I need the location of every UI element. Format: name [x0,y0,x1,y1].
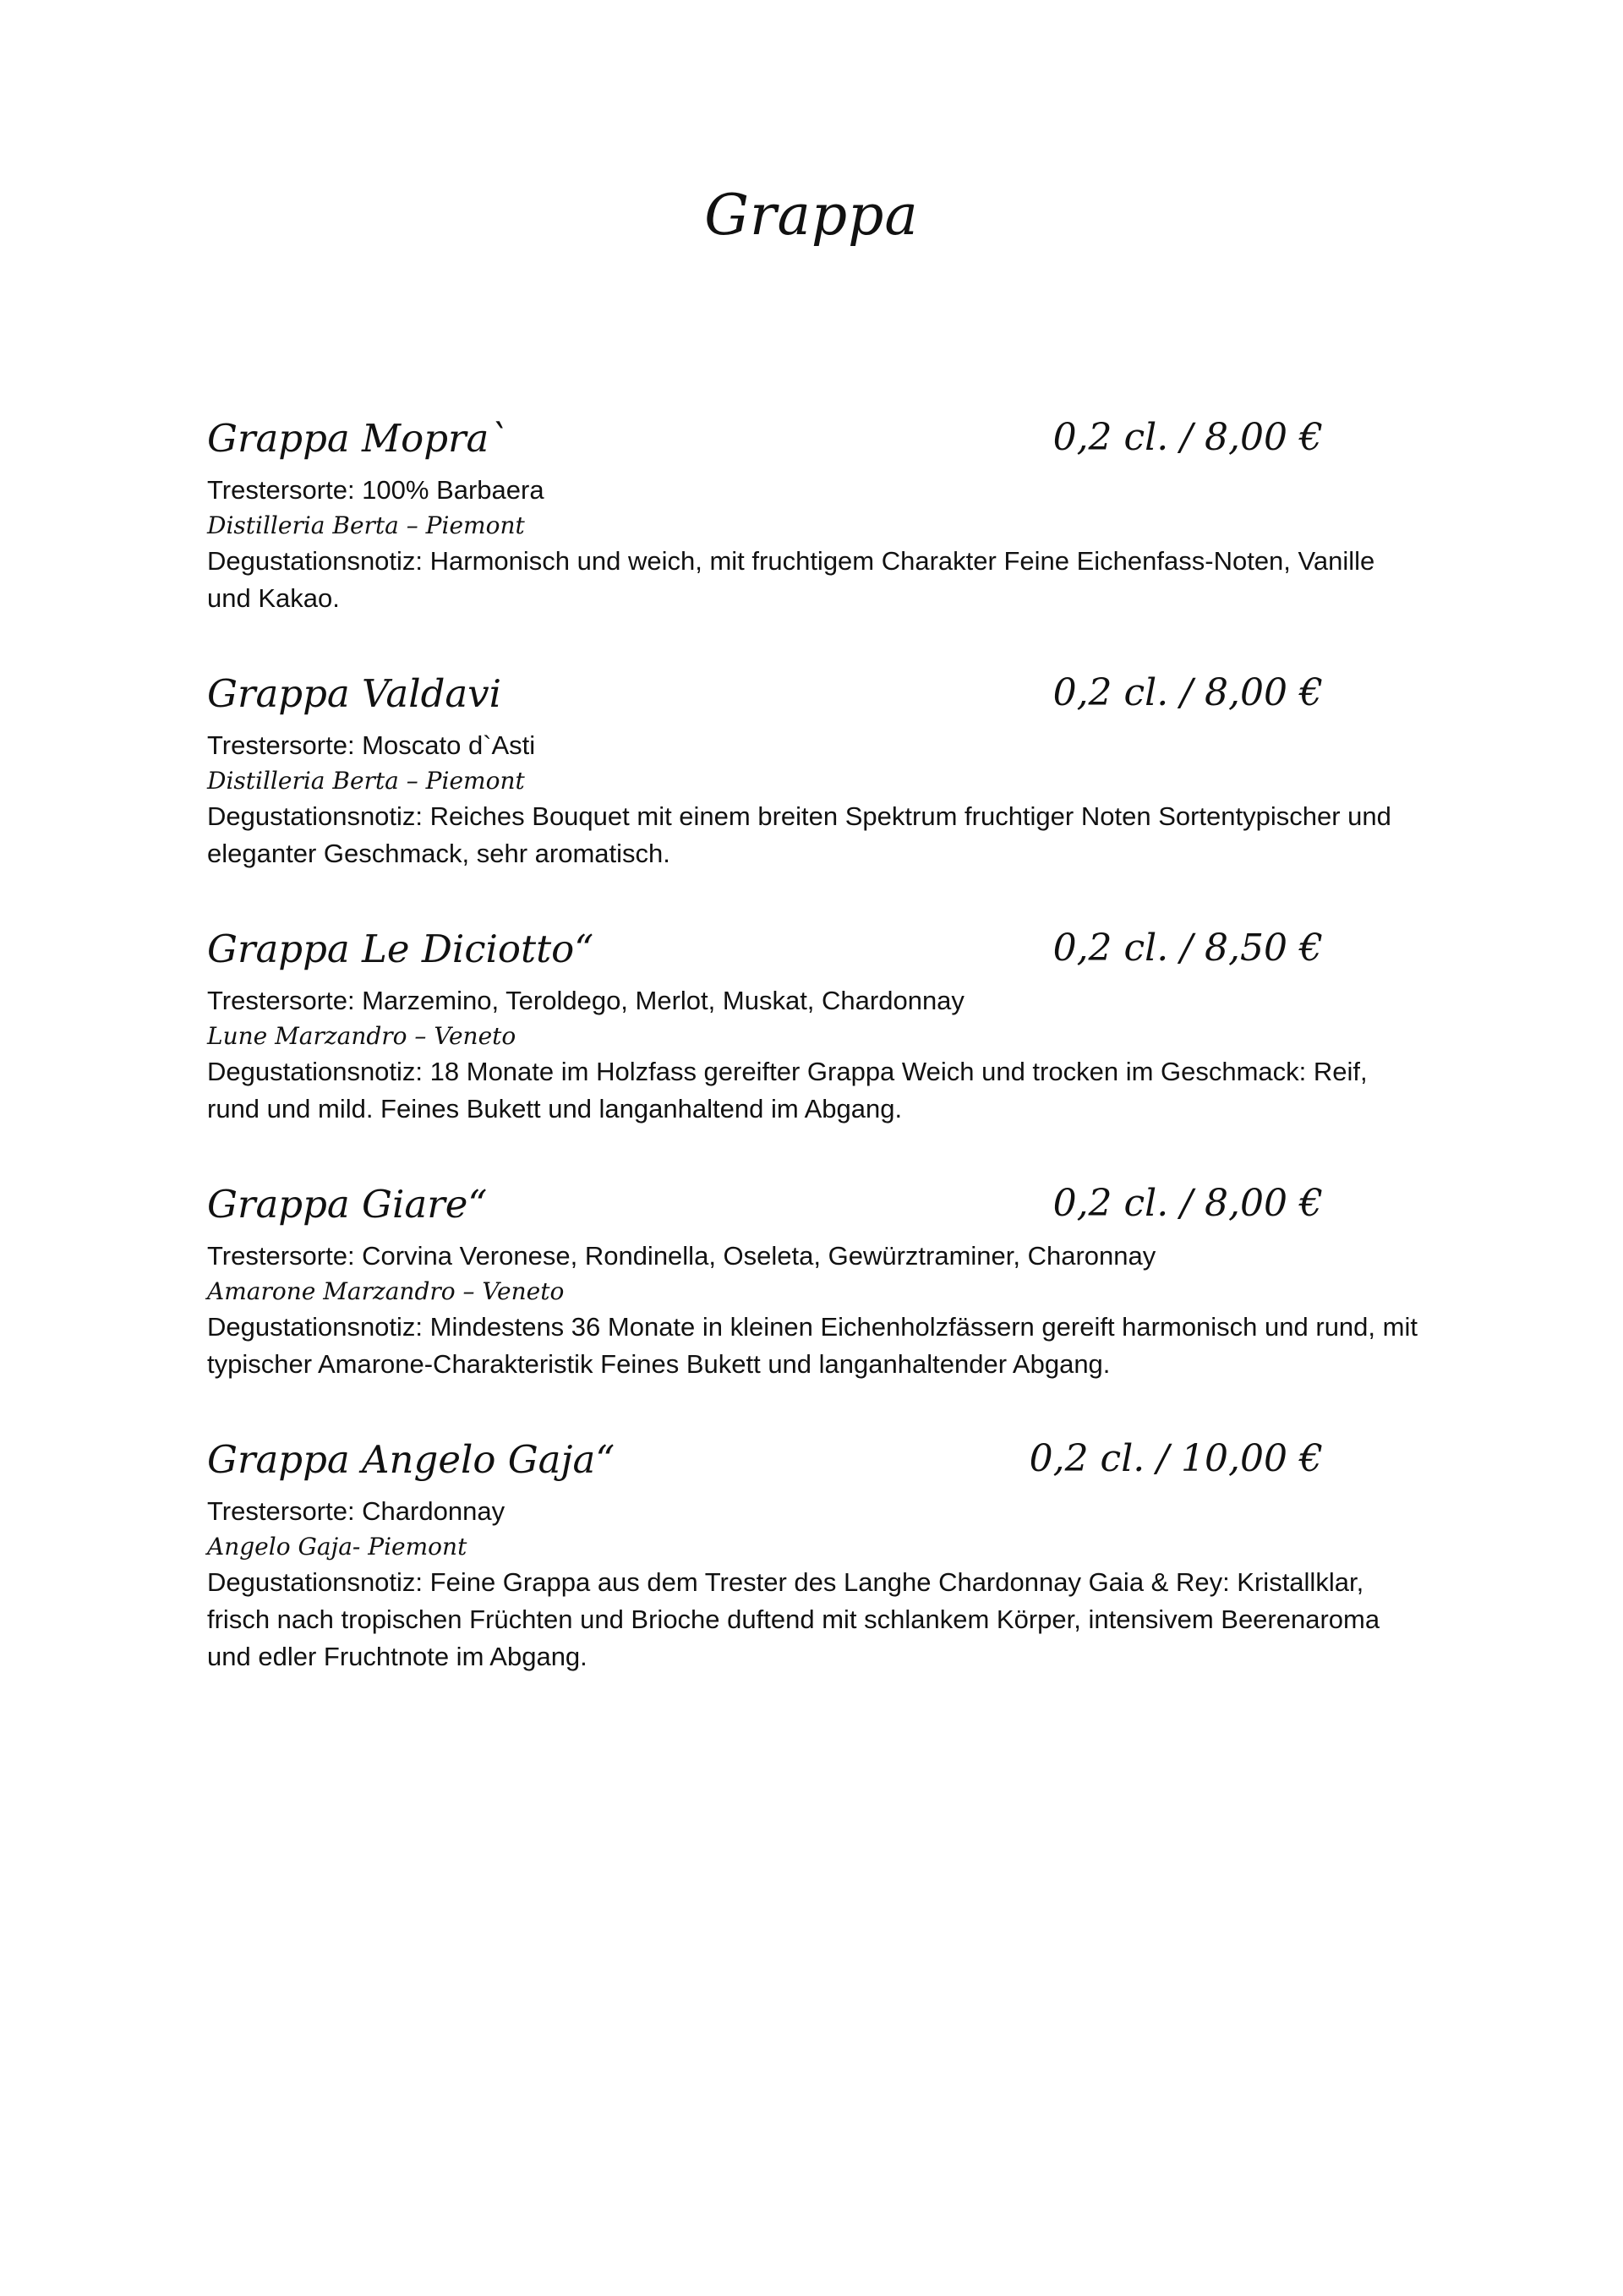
item-price: 0,2 cl. / 8,00 € [1052,416,1323,459]
menu-item-header [207,1434,1424,1493]
item-notes: Degustationsnotiz: Harmonisch und weich, mit fruchtigem Charakter Feine Eichenfass-Noten, Vanille und Kakao. [207,546,1375,613]
item-grape: Trestersorte: 100% Barbaera [207,475,544,505]
item-name: Grappa Mopra` [207,416,508,461]
item-notes: Degustationsnotiz: Reiches Bouquet mit einem breiten Spektrum fruchtiger Noten Sortentypischer und eleganter Geschmack, sehr aromatisch. [207,801,1391,868]
page-title: Grappa [704,183,919,248]
item-producer: Angelo Gaja- Piemont [207,1533,467,1561]
item-producer: Amarone Marzandro – Veneto [207,1277,565,1305]
item-price: 0,2 cl. / 10,00 € [1029,1437,1323,1480]
menu-item-header [207,923,1424,982]
menu-item-header [207,1178,1424,1238]
item-name: Grappa Giare“ [207,1182,488,1227]
menu-item [207,413,1424,617]
item-name: Grappa Angelo Gaja“ [207,1437,615,1482]
item-notes: Degustationsnotiz: 18 Monate im Holzfass gereifter Grappa Weich und trocken im Geschmack: Reif, rund und mild. Feines Bukett und langanhaltend im Abgang. [207,1057,1368,1123]
item-price: 0,2 cl. / 8,00 € [1052,1182,1323,1225]
item-name: Grappa Le Diciotto“ [207,927,594,971]
menu-item [207,923,1424,1128]
item-producer: Distilleria Berta – Piemont [207,511,525,539]
item-grape: Trestersorte: Marzemino, Teroldego, Merlot, Muskat, Chardonnay [207,986,965,1015]
item-grape: Trestersorte: Corvina Veronese, Rondinella, Oseleta, Gewürztraminer, Charonnay [207,1241,1156,1271]
item-notes: Degustationsnotiz: Feine Grappa aus dem Trester des Langhe Chardonnay Gaia & Rey: Kristallklar, frisch nach tropischen Früchten und Brioche duftend mit schlankem Körper, intensivem Beerenaroma und edler Fruchtnote im Abgang. [207,1567,1380,1671]
item-producer: Lune Marzandro – Veneto [207,1022,516,1050]
menu-item-header [207,668,1424,727]
item-price: 0,2 cl. / 8,00 € [1052,671,1323,714]
grappa-list [207,413,1424,1676]
item-name: Grappa Valdavi [207,671,502,716]
item-price: 0,2 cl. / 8,50 € [1052,927,1323,970]
menu-item [207,668,1424,872]
menu-item-header [207,413,1424,472]
item-notes: Degustationsnotiz: Mindestens 36 Monate in kleinen Eichenholzfässern gereift harmonisch und rund, mit typischer Amarone-Charakteristik Feines Bukett und langanhaltender Abgang. [207,1312,1418,1379]
menu-item [207,1178,1424,1383]
item-grape: Trestersorte: Chardonnay [207,1496,505,1526]
item-producer: Distilleria Berta – Piemont [207,767,525,795]
menu-item [207,1434,1424,1676]
item-grape: Trestersorte: Moscato d`Asti [207,730,536,760]
